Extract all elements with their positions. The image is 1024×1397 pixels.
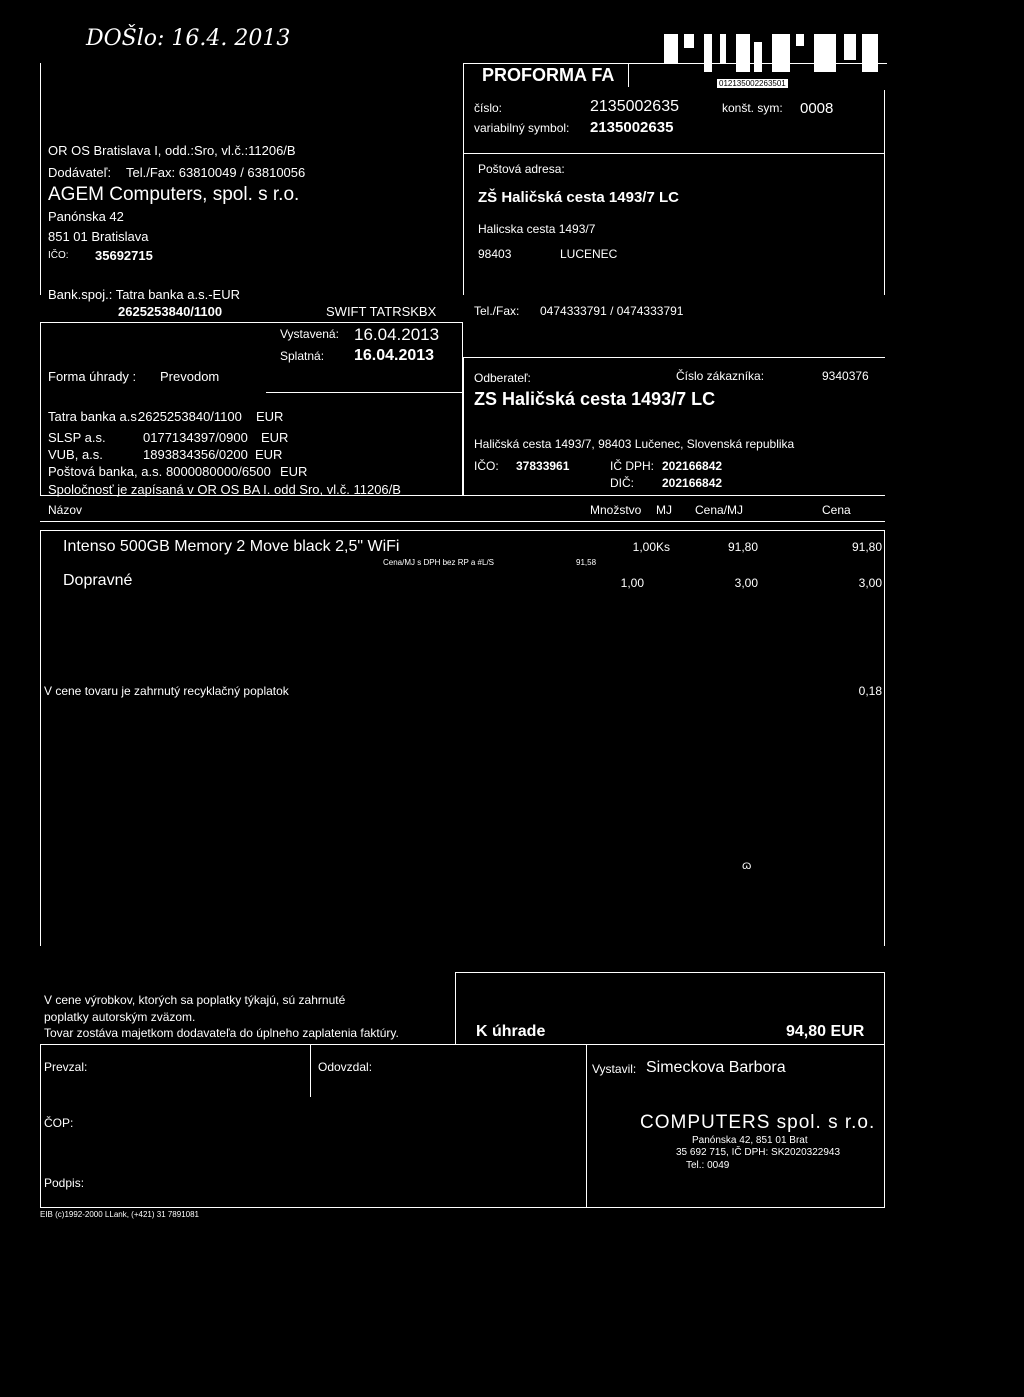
bank-name: Poštová banka, a.s.: [48, 464, 163, 479]
customer-number-label: Číslo zákazníka:: [676, 369, 765, 383]
issued-by-name: Simeckova Barbora: [646, 1059, 786, 1076]
supplier-label: Dodávateľ:: [48, 165, 112, 180]
postal-name: ZŠ Haličská cesta 1493/7 LC: [478, 189, 679, 206]
total-label: K úhrade: [476, 1023, 546, 1040]
customer-tel: 0474333791 / 0474333791: [540, 304, 684, 318]
bank-account-number: 8000080000/6500: [166, 464, 271, 479]
bank-name: SLSP a.s.: [48, 430, 106, 445]
footer-note-line: V cene výrobkov, ktorých sa poplatky týkajú, sú zahrnuté: [44, 993, 346, 1007]
supplier-ico-label: IČO:: [48, 250, 69, 261]
customer-address: Haličská cesta 1493/7, 98403 Lučenec, Slovenská republika: [474, 437, 795, 451]
price-note-label: Cena/MJ s DPH bez RP a #L/S: [383, 558, 495, 567]
variable-symbol: 2135002635: [590, 119, 674, 136]
supplier-ico: 35692715: [95, 248, 153, 263]
signature-label: Podpis:: [44, 1176, 85, 1190]
software-footer: EIB (c)1992-2000 LLank, (+421) 31 7891081: [40, 1210, 200, 1219]
col-header-unit-price: Cena/MJ: [695, 503, 744, 517]
document-title: PROFORMA FA: [482, 65, 615, 85]
customer-tel-label: Tel./Fax:: [474, 304, 520, 318]
postal-city: LUCENEC: [560, 247, 618, 261]
barcode-number: 012135002263501: [719, 79, 786, 88]
recycling-fee: 0,18: [858, 684, 882, 698]
col-header-price: Cena: [822, 503, 851, 517]
bank-name: Tatra banka a.s.: [48, 409, 141, 424]
item-qty: 1,00Ks: [632, 540, 670, 554]
col-header-qty: Množstvo: [590, 503, 642, 517]
footer-note-line: poplatky autorským zväzom.: [44, 1010, 196, 1024]
item-name: Intenso 500GB Memory 2 Move black 2,5" WiFi: [63, 538, 400, 555]
customer-dic-label: DIČ:: [610, 476, 634, 490]
customer-name: ZS Haličská cesta 1493/7 LC: [474, 389, 716, 409]
bank-connection: Bank.spoj.: Tatra banka a.s.-EUR: [48, 287, 240, 302]
postal-street: Halicska cesta 1493/7: [478, 222, 596, 236]
bank-account-number: 0177134397/0900: [143, 430, 248, 445]
handed-by-label: Odovzdal:: [318, 1060, 373, 1074]
customer-icdph: 202166842: [662, 459, 723, 473]
bank-currency: EUR: [280, 464, 308, 479]
item-price: 3,00: [858, 576, 882, 590]
bank-currency: EUR: [256, 409, 284, 424]
item-price: 91,80: [851, 540, 882, 554]
recycling-note: V cene tovaru je zahrnutý recyklačný poplatok: [44, 684, 289, 698]
stamp-line: Tel.: 0049: [686, 1160, 730, 1171]
cislo-label: číslo:: [474, 101, 503, 115]
customer-ico-label: IČO:: [474, 459, 499, 473]
payment-label: Forma úhrady :: [48, 369, 137, 384]
constant-symbol: 0008: [800, 100, 834, 117]
due-label: Splatná:: [280, 349, 325, 363]
due-date: 16.04.2013: [354, 347, 435, 364]
barcode: [664, 34, 884, 78]
stamp-line: COMPUTERS spol. s r.o.: [640, 1112, 876, 1133]
item-unit-price: 91,80: [727, 540, 758, 554]
customer-dic: 202166842: [662, 476, 723, 490]
issued-by-label: Vystavil:: [592, 1062, 637, 1076]
customer-label: Odberateľ:: [474, 371, 531, 385]
stamp-line: 35 692 715, IČ DPH: SK2020322943: [676, 1147, 841, 1158]
col-header-unit: MJ: [656, 503, 672, 517]
cop-label: ČOP:: [44, 1116, 74, 1130]
supplier-street: Panónska 42: [48, 209, 124, 224]
scan-mark: ɷ: [742, 858, 752, 872]
bank-name: VUB, a.s.: [48, 447, 103, 462]
supplier-phone: Tel./Fax: 63810049 / 63810056: [126, 165, 306, 180]
company-register-note: Spoločnosť je zapísaná v OR OS BA I. odd Sro, vl.č. 11206/B: [48, 482, 401, 497]
bank-currency: EUR: [255, 447, 283, 462]
item-unit-price: 3,00: [734, 576, 758, 590]
customer-icdph-label: IČ DPH:: [610, 459, 655, 473]
price-note-value: 91,58: [576, 558, 597, 567]
stamp-line: Panónska 42, 851 01 Brat: [692, 1135, 808, 1146]
invoice-number: 2135002635: [590, 98, 679, 115]
postal-zip: 98403: [478, 247, 512, 261]
customer-number: 9340376: [822, 369, 869, 383]
swift-code: SWIFT TATRSKBX: [326, 304, 437, 319]
vs-label: variabilný symbol:: [474, 121, 570, 135]
bank-currency: EUR: [261, 430, 289, 445]
bank-account-number: 2625253840/1100: [138, 409, 242, 424]
supplier-city: 851 01 Bratislava: [48, 229, 149, 244]
konst-label: konšt. sym:: [722, 101, 783, 115]
footer-note-line: Tovar zostáva majetkom dodavateľa do úplneho zaplatenia faktúry.: [44, 1026, 399, 1040]
handwritten-received-note: DOŠlo: 16.4. 2013: [86, 26, 291, 51]
bank-account-number: 1893834356/0200: [143, 447, 248, 462]
issued-date: 16.04.2013: [354, 325, 440, 344]
received-by-label: Prevzal:: [44, 1060, 88, 1074]
payment-method: Prevodom: [160, 369, 220, 384]
item-name: Dopravné: [63, 572, 133, 589]
postal-label: Poštová adresa:: [478, 162, 565, 176]
total-amount: 94,80 EUR: [786, 1023, 865, 1040]
supplier-register: OR OS Bratislava I, odd.:Sro, vl.č.:11206/B: [48, 143, 296, 158]
bank-account: 2625253840/1100: [118, 304, 223, 319]
col-header-name: Názov: [48, 503, 83, 517]
customer-ico: 37833961: [516, 459, 570, 473]
issued-label: Vystavená:: [280, 327, 339, 341]
item-qty: 1,00: [620, 576, 644, 590]
supplier-name: AGEM Computers, spol. s r.o.: [48, 184, 300, 205]
